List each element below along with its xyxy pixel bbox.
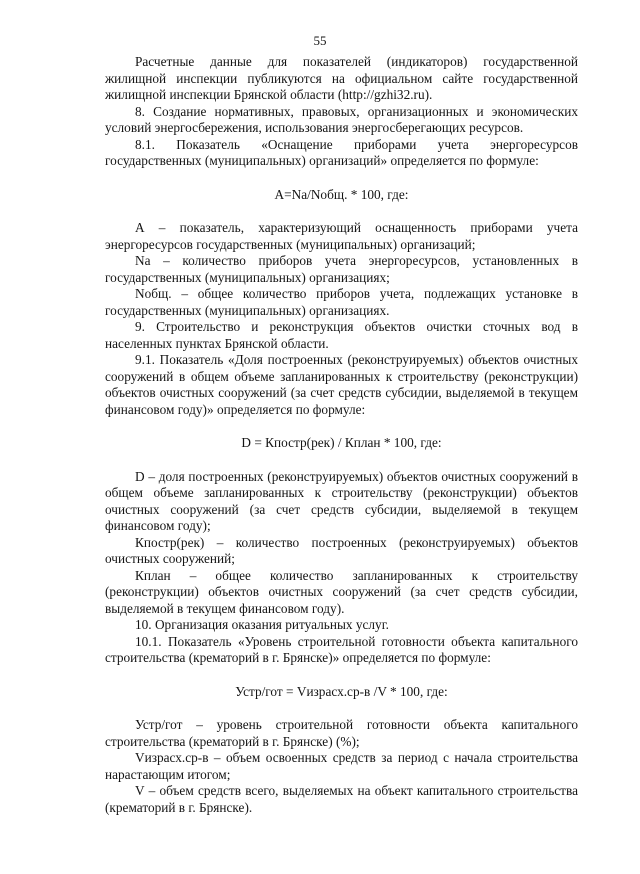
definition-ustr-got: Устр/гот – уровень строительной готовности объекта капитального строительства (крематорий в г. Брянске) (%); [105, 717, 578, 749]
formula-d: D = Кпостр(рек) / Кплан * 100, где: [241, 435, 442, 450]
section-9-heading: 9. Строительство и реконструкция объектов очистки сточных вод в населенных пунктах Брянской области. [105, 319, 578, 351]
paragraph-gzhi-publication: Расчетные данные для показателей (индикаторов) государственной жилищной инспекции публикуются на официальном сайте государственной жилищной инспекции Брянской области (http://gzhi32.ru). [105, 54, 578, 102]
definition-v: V – объем средств всего, выделяемых на объект капитального строительства (крематорий в г. Брянске). [105, 783, 578, 815]
paragraph-10-1: 10.1. Показатель «Уровень строительной готовности объекта капитального строительства (крематорий в г. Брянске)» определяется по формуле: [105, 633, 578, 665]
definition-kpostr: Кпостр(рек) – количество построенных (реконструируемых) объектов очистных сооружений; [105, 534, 578, 566]
definition-na: Na – количество приборов учета энергоресурсов, установленных в государственных (муниципальных) организациях; [105, 253, 578, 285]
paragraph-9-1: 9.1. Показатель «Доля построенных (реконструируемых) объектов очистных сооружений в общем объеме запланированных к строительству (реконструкции) объектов очистных сооружений (за счет средств субсидии, выделяемой в текущем финансовом году)» определяется по формуле: [105, 352, 578, 417]
formula-a: A=Na/Nобщ. * 100, где: [274, 186, 409, 202]
formula-ustr-got: Устр/гот = Vизрасх.ср-в /V * 100, где: [235, 683, 448, 699]
page-number: 55 [313, 33, 327, 48]
definition-nobsch: Nобщ. – общее количество приборов учета, подлежащих установке в государственных (муниципальных) организациях. [105, 286, 578, 318]
section-10-heading: 10. Организация оказания ритуальных услуг. [135, 617, 389, 632]
definition-d: D – доля построенных (реконструируемых) объектов очистных сооружений в общем объеме запланированных к строительству (реконструкции) объектов очистных сооружений (за счет средств субсидии, выделяемой в текущем финансовом году); [105, 468, 578, 533]
definition-vizrash: Vизрасх.ср-в – объем освоенных средств за период с начала строительства нарастающим итогом; [105, 750, 578, 782]
document-body [105, 54, 578, 816]
section-8-heading: 8. Создание нормативных, правовых, организационных и экономических условий энергосбережения, использования энергосберегающих ресурсов. [105, 103, 578, 135]
paragraph-8-1: 8.1. Показатель «Оснащение приборами учета энергоресурсов государственных (муниципальных) организаций» определяется по формуле: [105, 136, 578, 168]
definition-kplan: Кплан – общее количество запланированных к строительству (реконструкции) объектов очистных сооружений (за счет средств субсидии, выделяемой в текущем финансовом году). [105, 567, 578, 616]
definition-a: А – показатель, характеризующий оснащенность приборами учета энергоресурсов государственных (муниципальных) организаций; [105, 220, 578, 252]
